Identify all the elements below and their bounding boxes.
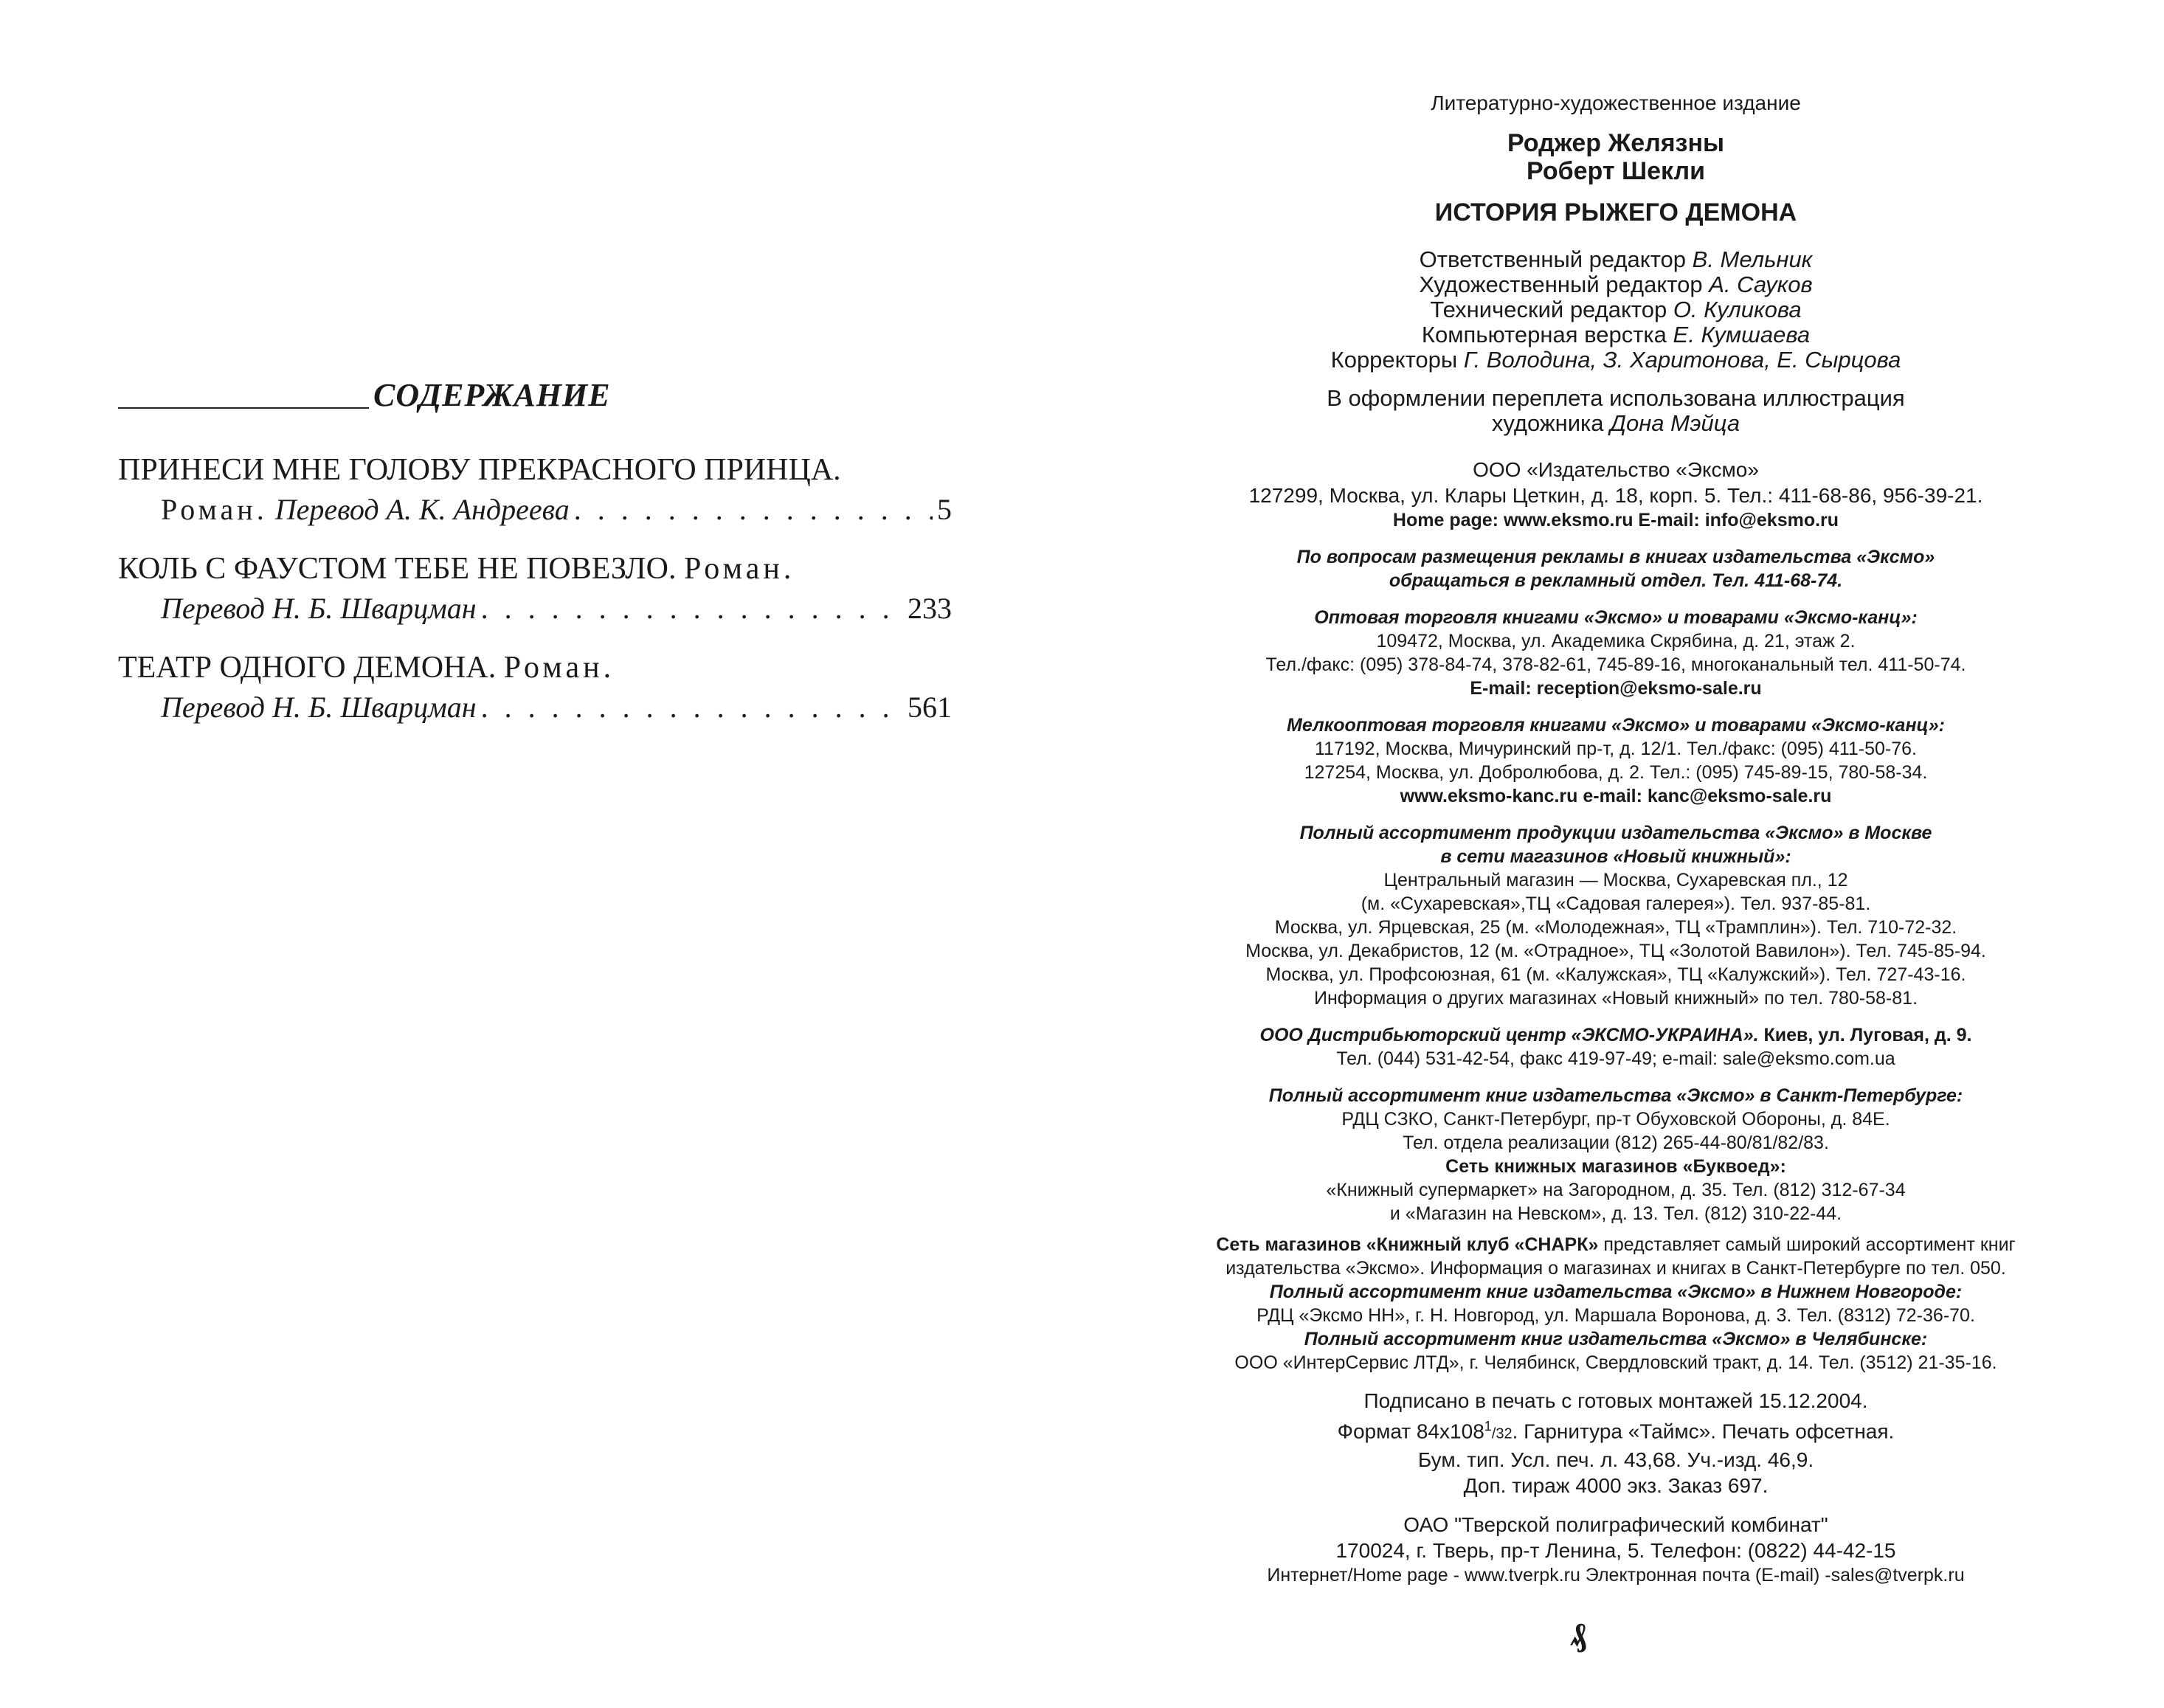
toc-entry-title: ТЕАТР ОДНОГО ДЕМОНА. Роман. [118,651,615,685]
spb-line: РДЦ СЗКО, Санкт-Петербург, пр-т Обуховской Обороны, д. 84Е. [1341,1109,1890,1130]
book-title: ИСТОРИЯ РЫЖЕГО ДЕМОНА [1434,198,1797,227]
imprint-page [1136,90,2095,1587]
toc-entry-genre: Роман. [683,552,795,586]
bukvoed-line: и «Магазин на Невском», д. 13. Тел. (812) 310-22-44. [1389,1203,1842,1224]
smallwholesale-line: 127254, Москва, ул. Добролюбова, д. 2. Тел.: (095) 745-89-15, 780-58-34. [1304,762,1928,783]
table-of-contents [118,369,1003,727]
chel-heading: Полный ассортимент книг издательства «Эксмо» в Челябинске: [1304,1329,1928,1349]
toc-rule [118,407,369,409]
cover-note: художника Дона Мэйца [1491,410,1740,436]
toc-entry-translation: Перевод Н. Б. Шварцман [161,691,477,724]
nn-heading: Полный ассортимент книг издательства «Эксмо» в Нижнем Новгороде: [1269,1282,1963,1302]
bukvoed-line: «Книжный супермаркет» на Загородном, д. 35. Тел. (812) 312-67-34 [1326,1180,1906,1200]
wholesale-heading: Оптовая торговля книгами «Эксмо» и товарами «Эксмо-канц»: [1314,607,1918,628]
toc-entry-genre: Роман. [503,651,615,685]
moscow-line: Москва, ул. Декабристов, 12 (м. «Отрадное», ТЦ «Золотой Вавилон»). Тел. 745-85-94. [1245,941,1986,961]
publisher-web: Home page: www.eksmo.ru E-mail: info@eksmo.ru [1392,510,1839,530]
ads-info: обращаться в рекламный отдел. Тел. 411-68-74. [1389,570,1843,591]
toc-entry-title: КОЛЬ С ФАУСТОМ ТЕБЕ НЕ ПОВЕЗЛО. Роман. [118,552,795,586]
smallwholesale-heading: Мелкооптовая торговля книгами «Эксмо» и товарами «Эксмо-канц»: [1287,715,1945,736]
ads-info: По вопросам размещения рекламы в книгах издательства «Эксмо» [1296,547,1935,567]
moscow-line: Центральный магазин — Москва, Сухаревская пл., 12 [1383,870,1848,891]
print-info: Подписано в печать с готовых монтажей 15.12.2004. [1363,1389,1868,1412]
toc-entry-genre: Роман. [161,493,268,526]
toc-entry-title: ПРИНЕСИ МНЕ ГОЛОВУ ПРЕКРАСНОГО ПРИНЦА. [118,453,841,487]
edition-type: Литературно-художественное издание [1431,91,1801,114]
toc-header [118,369,1003,428]
printer-web: Интернет/Home page - www.tverpk.ru Электронная почта (E-mail) -sales@tverpk.ru [1267,1565,1965,1586]
bukvoed-heading: Сеть книжных магазинов «Буквоед»: [1445,1156,1786,1177]
moscow-heading: в сети магазинов «Новый книжный»: [1440,846,1791,867]
publisher-name: ООО «Издательство «Эксмо» [1473,458,1759,481]
leader-dots [574,490,933,530]
smallwholesale-web: www.eksmo-kanc.ru e-mail: kanc@eksmo-sale.ru [1400,786,1832,806]
wholesale-line: 109472, Москва, ул. Академика Скрябина, д. 21, этаж 2. [1376,631,1856,651]
spb-heading: Полный ассортимент книг издательства «Эксмо» в Санкт-Петербурге: [1268,1085,1963,1106]
printer-name: ОАО "Тверской полиграфический комбинат" [1403,1513,1828,1537]
toc-entry [118,648,1003,727]
moscow-heading: Полный ассортимент продукции издательства «Эксмо» в Москве [1299,823,1932,843]
leader-dots [481,688,903,727]
toc-heading: СОДЕРЖАНИЕ [373,377,611,413]
snark-line: Сеть магазинов «Книжный клуб «СНАРК» представляет самый широкий ассортимент книг [1216,1234,2016,1255]
author-2: Роберт Шекли [1527,157,1705,185]
credit-line: Технический редактор О. Куликова [1430,297,1802,322]
toc-entry-page: 233 [908,592,952,625]
printer-address: 170024, г. Тверь, пр-т Ленина, 5. Телефон: (0822) 44-42-15 [1335,1539,1896,1563]
credit-line: Ответственный редактор В. Мельник [1419,246,1813,272]
spb-line: Тел. отдела реализации (812) 265-44-80/81/82/83. [1403,1133,1829,1153]
wholesale-email: E-mail: reception@eksmo-sale.ru [1470,678,1762,699]
toc-entry-translation: Перевод Н. Б. Шварцман [161,592,477,625]
moscow-line: Москва, ул. Профсоюзная, 61 (м. «Калужская», ТЦ «Калужский»). Тел. 727-43-16. [1265,964,1966,985]
toc-entry [118,549,1003,629]
toc-entry-line [118,490,952,530]
print-info: Формат $84x108^1/32$. Гарнитура «Таймс». Печать офсетная. [1337,1419,1895,1443]
publisher-address: 127299, Москва, ул. Клары Цеткин, д. 18, корп. 5. Тел.: 411-68-86, 956-39-21. [1248,484,1983,507]
cover-note: В оформлении переплета использована иллюстрация [1327,385,1905,411]
toc-entry-line [118,589,952,629]
toc-entry-page: 561 [908,691,952,724]
moscow-line: (м. «Сухаревская»,ТЦ «Садовая галерея»). Тел. 937-85-81. [1361,893,1871,914]
toc-entry-page: 5 [937,493,952,526]
wholesale-line: Тел./факс: (095) 378-84-74, 378-82-61, 745-89-16, многоканальный тел. 411-50-74. [1265,654,1966,675]
snark-line: издательства «Эксмо». Информация о магазинах и книгах в Санкт-Петербурге по тел. 050. [1226,1258,2006,1279]
credit-line: Компьютерная верстка Е. Кумшаева [1421,322,1811,348]
print-info: Доп. тираж 4000 экз. Заказ 697. [1463,1474,1769,1498]
credit-line: Художественный редактор А. Сауков [1419,272,1813,297]
toc-entry-translation: Перевод А. К. Андреева [274,493,570,526]
author-1: Роджер Желязны [1507,129,1725,157]
ukraine-line: Тел. (044) 531-42-54, факс 419-97-49; e-mail: sale@eksmo.com.ua [1336,1048,1895,1069]
leader-dots [481,589,903,629]
printer-logo-icon: ₰ [1570,1617,1586,1653]
chel-line: ООО «ИнтерСервис ЛТД», г. Челябинск, Свердловский тракт, д. 14. Тел. (3512) 21-35-16. [1234,1352,1997,1373]
nn-line: РДЦ «Эксмо НН», г. Н. Новгород, ул. Маршала Воронова, д. 3. Тел. (8312) 72-36-70. [1256,1305,1975,1326]
print-info: Бум. тип. Усл. печ. л. 43,68. Уч.-изд. 46,9. [1417,1448,1814,1472]
moscow-line: Информация о других магазинах «Новый книжный» по тел. 780-58-81. [1313,988,1918,1009]
smallwholesale-line: 117192, Москва, Мичуринский пр-т, д. 12/1. Тел./факс: (095) 411-50-76. [1315,739,1917,759]
ukraine-heading: ООО Дистрибьюторский центр «ЭКСМО-УКРАИНА». Киев, ул. Луговая, д. 9. [1259,1025,1972,1045]
toc-entry-line [118,688,952,727]
toc-entry [118,450,1003,530]
moscow-line: Москва, ул. Ярцевская, 25 (м. «Молодежная», ТЦ «Трамплин»). Тел. 710-72-32. [1274,917,1957,938]
credit-line: Корректоры Г. Володина, З. Харитонова, Е. Сырцова [1330,347,1901,373]
